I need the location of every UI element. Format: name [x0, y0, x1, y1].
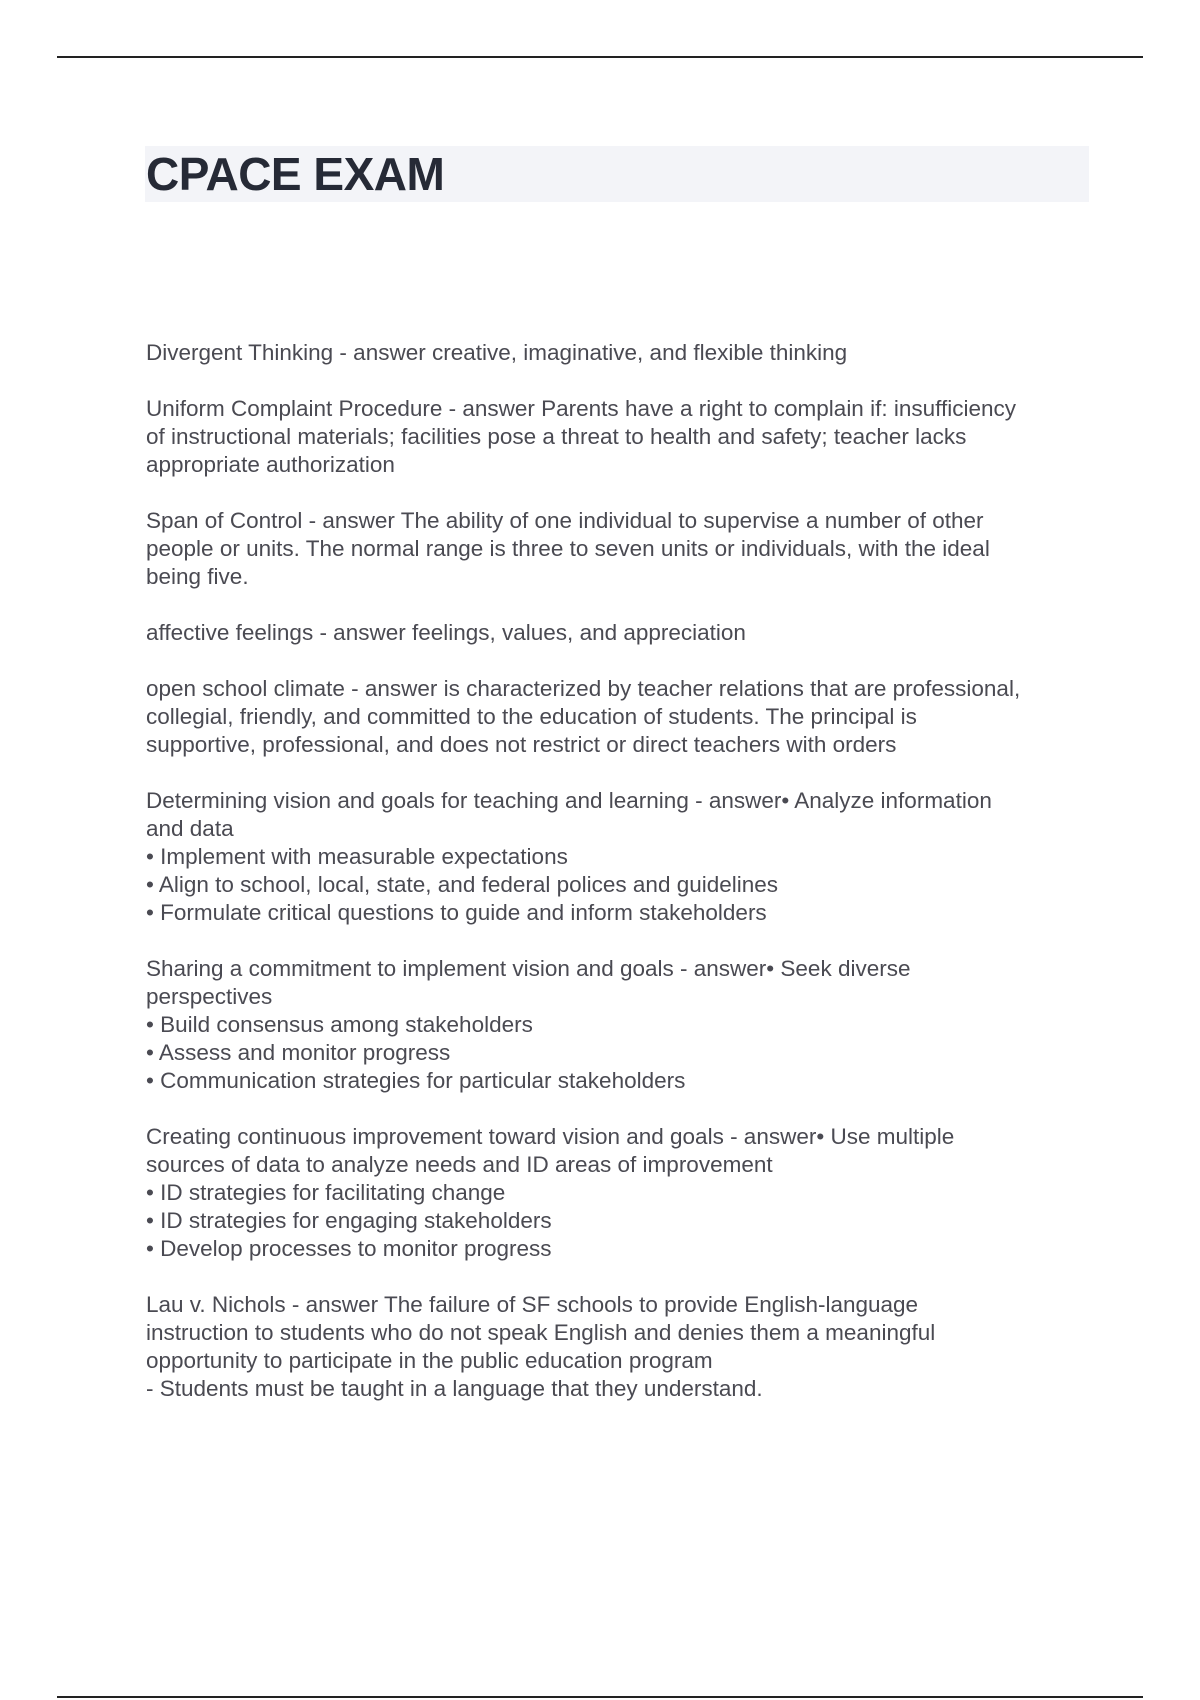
entry-continuous-improvement	[146, 1123, 1096, 1263]
entry-line: Divergent Thinking - answer creative, imaginative, and flexible thinking	[146, 340, 848, 365]
entry-line: and data	[146, 816, 234, 841]
entry-line: perspectives	[146, 984, 273, 1009]
entry-bullet-line: • Assess and monitor progress	[146, 1040, 451, 1065]
page-title: CPACE EXAM	[146, 148, 445, 200]
entry-bullet-line: • Build consensus among stakeholders	[146, 1012, 533, 1037]
entry-line: Sharing a commitment to implement vision and goals - answer• Seek diverse	[146, 956, 911, 981]
entry-line: people or units. The normal range is three to seven units or individuals, with the ideal	[146, 536, 990, 561]
entry-uniform-complaint-procedure	[146, 395, 1096, 479]
entry-bullet-line: • Implement with measurable expectations	[146, 844, 568, 869]
entry-line: supportive, professional, and does not restrict or direct teachers with orders	[146, 732, 897, 757]
entry-open-school-climate	[146, 675, 1096, 759]
entry-determining-vision	[146, 787, 1096, 927]
entry-line: - Students must be taught in a language that they understand.	[146, 1376, 763, 1401]
entry-divergent-thinking	[146, 339, 1096, 367]
entry-line: affective feelings - answer feelings, values, and appreciation	[146, 620, 746, 645]
entry-line: appropriate authorization	[146, 452, 395, 477]
entry-line: Determining vision and goals for teaching and learning - answer• Analyze information	[146, 788, 992, 813]
entry-line: being five.	[146, 564, 249, 589]
entry-line: Uniform Complaint Procedure - answer Parents have a right to complain if: insufficiency	[146, 396, 1016, 421]
entry-line: of instructional materials; facilities pose a threat to health and safety; teacher lacks	[146, 424, 967, 449]
entry-line: opportunity to participate in the public education program	[146, 1348, 713, 1373]
entry-line: Lau v. Nichols - answer The failure of SF schools to provide English-language	[146, 1292, 919, 1317]
entry-line: sources of data to analyze needs and ID areas of improvement	[146, 1152, 773, 1177]
entry-bullet-line: • Align to school, local, state, and federal polices and guidelines	[146, 872, 779, 897]
entry-bullet-line: • ID strategies for facilitating change	[146, 1180, 506, 1205]
entry-bullet-line: • Develop processes to monitor progress	[146, 1236, 552, 1261]
entry-line: collegial, friendly, and committed to the education of students. The principal is	[146, 704, 917, 729]
entry-sharing-commitment	[146, 955, 1096, 1095]
entry-lau-v-nichols	[146, 1291, 1096, 1403]
top-divider	[57, 56, 1143, 58]
bottom-divider	[57, 1696, 1143, 1698]
entry-bullet-line: • ID strategies for engaging stakeholders	[146, 1208, 552, 1233]
entry-affective-feelings	[146, 619, 1096, 647]
entry-line: open school climate - answer is characterized by teacher relations that are professional,	[146, 676, 1021, 701]
entry-line: Creating continuous improvement toward vision and goals - answer• Use multiple	[146, 1124, 955, 1149]
entry-span-of-control	[146, 507, 1096, 591]
entry-bullet-line: • Communication strategies for particular stakeholders	[146, 1068, 686, 1093]
entry-line: instruction to students who do not speak English and denies them a meaningful	[146, 1320, 936, 1345]
entry-line: Span of Control - answer The ability of one individual to supervise a number of other	[146, 508, 984, 533]
entry-bullet-line: • Formulate critical questions to guide and inform stakeholders	[146, 900, 767, 925]
entry-list	[146, 339, 1096, 1431]
